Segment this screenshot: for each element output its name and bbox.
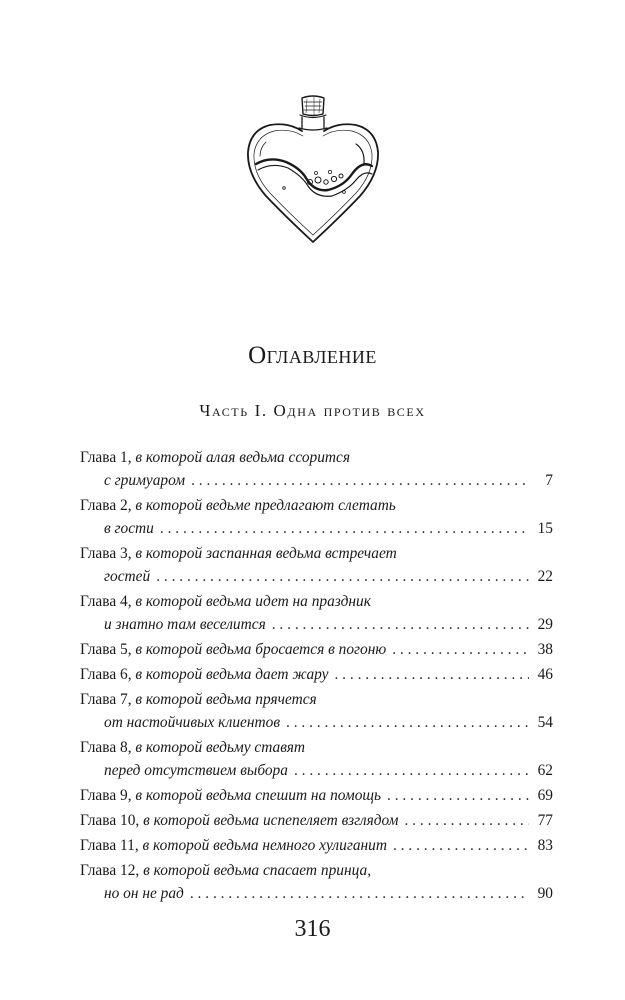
chapter-title: в которой ведьма идет на праздник	[135, 593, 371, 610]
chapter-title: в которой ведьма дает жару	[135, 666, 329, 683]
leader-dots	[160, 517, 529, 540]
chapter-title: в которой ведьма прячется	[135, 691, 317, 708]
chapter-title: в которой ведьма спешит на помощь	[135, 787, 382, 804]
toc-entry	[80, 834, 553, 857]
page-ref: 15	[537, 520, 553, 537]
chapter-label: Глава 2,	[80, 497, 132, 514]
toc-entry	[80, 784, 553, 807]
page-ref: 54	[537, 714, 553, 731]
toc-entry	[80, 638, 553, 661]
leader-dots	[156, 565, 529, 588]
chapter-label: Глава 9,	[80, 787, 132, 804]
chapter-label: Глава 7,	[80, 691, 132, 708]
chapter-title-cont: от настойчивых клиентов	[104, 714, 281, 731]
toc-entry	[80, 736, 553, 782]
chapter-title-cont: но он не рад	[104, 885, 184, 902]
page-ref: 29	[537, 616, 553, 633]
page-ref: 90	[537, 885, 553, 902]
page-ref: 62	[537, 762, 553, 779]
leader-dots	[387, 784, 529, 807]
toc-list	[80, 446, 553, 905]
page-ref: 83	[537, 837, 553, 854]
toc-title: Оглавление	[248, 342, 377, 369]
leader-dots	[190, 882, 529, 905]
chapter-title-cont: гостей	[104, 568, 151, 585]
chapter-label: Глава 12,	[80, 862, 140, 879]
chapter-title: в которой ведьма испепеляет взглядом	[143, 812, 399, 829]
page-ref: 7	[545, 472, 553, 489]
page-ref: 46	[537, 666, 553, 683]
page-ref: 69	[537, 787, 553, 804]
chapter-label: Глава 1,	[80, 449, 132, 466]
part-title: Часть I. Одна против всех	[199, 401, 426, 420]
chapter-label: Глава 10,	[80, 812, 140, 829]
chapter-title: в которой заспанная ведьма встречает	[135, 545, 397, 562]
leader-dots	[392, 638, 529, 661]
chapter-title: в которой ведьма немного хулиганит	[142, 837, 387, 854]
chapter-label: Глава 8,	[80, 739, 132, 756]
chapter-title: в которой ведьме предлагают слетать	[135, 497, 396, 514]
chapter-label: Глава 11,	[80, 837, 139, 854]
page-ref: 77	[537, 812, 553, 829]
chapter-title: в которой ведьму ставят	[135, 739, 305, 756]
toc-entry	[80, 663, 553, 686]
chapter-title: в которой ведьма бросается в погоню	[135, 641, 387, 658]
chapter-title: в которой ведьма спасает принца,	[143, 862, 372, 879]
toc-entry	[80, 809, 553, 832]
leader-dots	[294, 759, 529, 782]
chapter-title-cont: с гримуаром	[104, 472, 186, 489]
leader-dots	[191, 469, 529, 492]
page-number: 316	[294, 916, 331, 942]
leader-dots	[393, 834, 529, 857]
chapter-title-cont: в гости	[104, 520, 154, 537]
chapter-label: Глава 5,	[80, 641, 132, 658]
toc-entry	[80, 542, 553, 588]
toc-entry	[80, 688, 553, 734]
chapter-label: Глава 3,	[80, 545, 132, 562]
toc-entry	[80, 446, 553, 492]
leader-dots	[334, 663, 529, 686]
leader-dots	[272, 613, 529, 636]
toc-entry	[80, 494, 553, 540]
chapter-label: Глава 4,	[80, 593, 132, 610]
leader-dots	[286, 711, 529, 734]
toc-entry	[80, 859, 553, 905]
heart-potion-bottle-icon	[244, 92, 382, 252]
page-ref: 38	[537, 641, 553, 658]
leader-dots	[404, 809, 529, 832]
chapter-title-cont: перед отсутствием выбора	[104, 762, 288, 779]
chapter-title: в которой алая ведьма ссорится	[135, 449, 351, 466]
chapter-title-cont: и знатно там веселится	[104, 616, 266, 633]
chapter-label: Глава 6,	[80, 666, 132, 683]
toc-entry	[80, 590, 553, 636]
page-ref: 22	[537, 568, 553, 585]
